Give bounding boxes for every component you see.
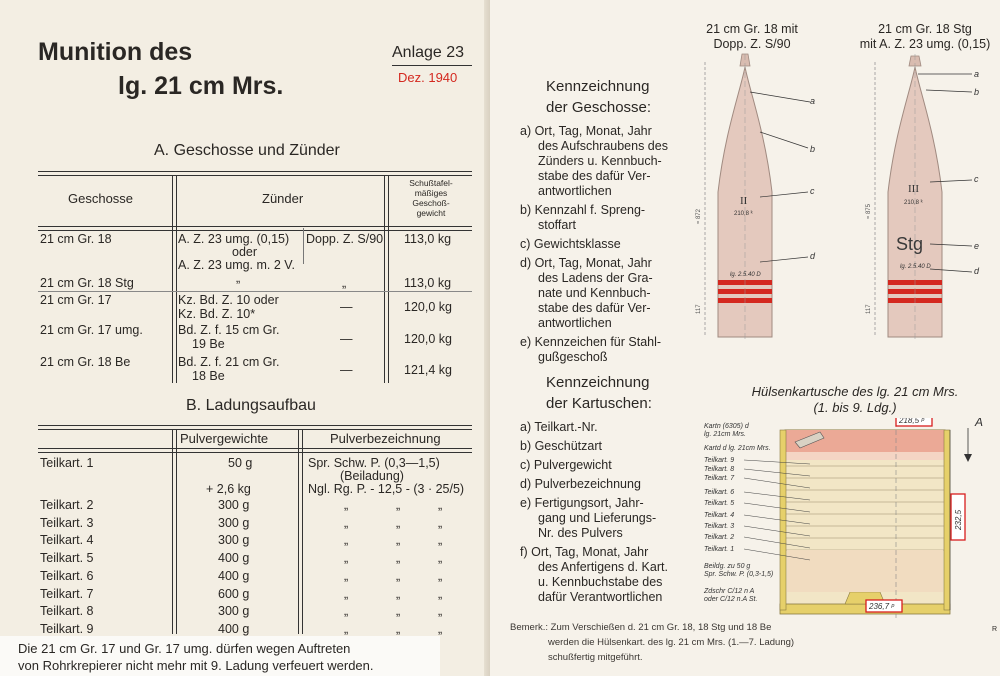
geschosse-heading: Kennzeichnung der Geschosse: — [546, 78, 652, 116]
cartridge-label: Kartd d lg. 21cm Mrs. — [704, 445, 771, 452]
table-b-row-name: Teilkart. 7 — [40, 586, 94, 601]
cartridge-label: Zdschr C/12 n A — [704, 588, 755, 595]
list-item-line: dafür Verantwortlichen — [538, 590, 663, 604]
table-b-ditto: „ — [344, 621, 349, 636]
list-item-line: b) Kennzahl f. Spreng- — [520, 203, 646, 217]
note-line: Die 21 cm Gr. 17 und Gr. 17 umg. dürfen wegen Auftreten — [18, 641, 351, 656]
list-item-line: des Aufschraubens des — [538, 139, 668, 153]
table-a-col-divider — [384, 175, 389, 383]
table-a-row-zuender: Kz. Bd. Z. 10 oder — [178, 293, 279, 307]
cartridge-label: Teilkart. 9 — [704, 457, 735, 464]
edge-mark: R — [992, 626, 998, 633]
geschosse-list — [520, 124, 692, 369]
shell1-length: ≈ 872 — [696, 209, 702, 224]
table-a-top-rule — [38, 171, 472, 176]
header-gewicht: Schußtafel- mäßiges Geschoß- gewicht — [409, 178, 453, 218]
list-item-line: Nr. des Pulvers — [538, 526, 623, 540]
table-b-row-name: Teilkart. 9 — [40, 621, 94, 636]
table-b-header-rule — [38, 448, 472, 453]
table-b-ditto: „ — [344, 586, 349, 601]
list-item — [520, 496, 692, 541]
list-item-line: des Anfertigens d. Kart. — [538, 560, 668, 574]
list-item — [520, 237, 692, 252]
list-item — [520, 458, 692, 473]
table-b-ditto: „ — [396, 621, 401, 636]
cartridge-label: lg. 21cm Mrs. — [704, 431, 747, 438]
table-b-row-name: Teilkart. 8 — [40, 604, 94, 619]
dim-bottom: 236,7 ᵖ — [869, 602, 895, 611]
header-zuender: Zünder — [262, 191, 304, 206]
list-item-line: gußgeschoß — [538, 350, 608, 364]
shell2-caption: 21 cm Gr. 18 Stg mit A. Z. 23 umg. (0,15) — [859, 22, 991, 51]
cartridge-label: Teilkart. 4 — [704, 512, 735, 519]
list-item-line: e) Kennzeichen für Stahl- — [520, 335, 662, 349]
list-item — [520, 545, 692, 605]
table-a-row-name: 21 cm Gr. 17 umg. — [40, 323, 143, 337]
list-item — [520, 124, 692, 199]
table-a-row-zuender-b: Dopp. Z. S/90 — [306, 232, 384, 246]
shell2-stg: Stg — [896, 234, 924, 254]
table-b-row-name: Teilkart. 6 — [40, 568, 94, 583]
shell1-roman: II — [740, 195, 748, 207]
shell1-bottom: 117 — [696, 304, 702, 314]
title-line1: Munition des — [38, 38, 193, 66]
table-b-ditto: „ — [344, 515, 349, 530]
list-item — [520, 420, 692, 435]
shell2-weight: 210,8 ᵏ — [904, 200, 923, 206]
table-b-row-weight: 400 g — [218, 568, 250, 583]
list-item-line: a) Ort, Tag, Monat, Jahr — [520, 124, 652, 138]
table-a-subdivider — [303, 228, 304, 264]
title-line2: lg. 21 cm Mrs. — [118, 72, 284, 100]
table-b-row-weight: 400 g — [218, 621, 250, 636]
table-b-row-name: Teilkart. 3 — [40, 515, 94, 530]
list-item-line: a) Teilkart.-Nr. — [520, 420, 598, 434]
list-item-line: stabe des dafür Ver- — [538, 169, 651, 183]
table-a-header-rule — [38, 226, 472, 231]
table-a-row-zuender-b: — — [340, 332, 353, 346]
table-a-row-gewicht: 113,0 kg — [404, 276, 452, 290]
table-b-row-weight: 300 g — [218, 515, 250, 530]
cartridge-base — [780, 604, 950, 614]
table-b-top-rule — [38, 425, 472, 430]
table-b-ditto: „ — [396, 498, 401, 512]
table-a-row-zuender-b: — — [340, 363, 353, 377]
table-a-row-zuender-b: „ — [342, 276, 347, 290]
table-b-ditto: „ — [438, 568, 443, 583]
kartuschen-heading: Kennzeichnung der Kartuschen: — [546, 374, 652, 412]
shell1-label-a: a — [810, 96, 816, 106]
table-b-ditto: „ — [344, 498, 349, 512]
table-a-row-gewicht: 120,0 kg — [404, 332, 452, 346]
table-b-row-weight: 400 g — [218, 551, 250, 566]
section-a-title: A. Geschosse und Zünder — [154, 142, 340, 159]
list-item-line: b) Geschützart — [520, 439, 602, 453]
table-a-row-name: 21 cm Gr. 18 Be — [40, 355, 131, 369]
kartuschen-list — [520, 420, 692, 609]
list-item-line: e) Fertigungsort, Jahr- — [520, 496, 644, 510]
dim-side: 232,5 — [954, 509, 963, 530]
shell2-label-a: a — [974, 69, 980, 79]
table-b-row-bez: Ngl. Rg. P. - 12,5 - (3 · 25/5) — [308, 482, 465, 496]
list-item — [520, 256, 692, 331]
table-a-row-gewicht: 113,0 kg — [404, 232, 452, 246]
shell1-caption: 21 cm Gr. 18 mit Dopp. Z. S/90 — [706, 22, 798, 51]
table-b-row-weight: 50 g — [228, 456, 253, 470]
table-b-ditto: „ — [344, 604, 349, 619]
list-item-line: nate und Kennbuch- — [538, 286, 651, 300]
arrow-label: A — [975, 418, 984, 429]
table-a-row-zuender: „ — [236, 271, 241, 285]
table-a-row-rule — [38, 291, 472, 292]
table-b-ditto: „ — [396, 533, 401, 548]
table-a-row-zuender: Bd. Z. f. 15 cm Gr. — [178, 323, 280, 337]
list-item — [520, 335, 692, 365]
anlage-label: Anlage 23 — [392, 44, 465, 61]
shell2-label-d: d — [974, 266, 980, 276]
table-a-row-zuender: Kz. Bd. Z. 10* — [178, 307, 256, 321]
cartridge-label: Teilkart. 7 — [704, 475, 735, 482]
table-a-row-zuender: 18 Be — [192, 369, 225, 383]
table-b-ditto: „ — [396, 586, 401, 601]
table-b-col-divider — [172, 429, 177, 634]
list-item-line: c) Pulvergewicht — [520, 458, 612, 472]
table-b-ditto: „ — [438, 515, 443, 530]
huelse-title: Hülsenkartusche des lg. 21 cm Mrs. (1. bis 9. Ldg.) — [751, 384, 959, 415]
list-item-line: stoffart — [538, 218, 576, 232]
header-pulvergewichte: Pulvergewichte — [180, 431, 269, 446]
table-b-row-name: Teilkart. 5 — [40, 551, 94, 566]
list-item — [520, 203, 692, 233]
table-b-ditto: „ — [396, 568, 401, 583]
shell2-label-b: b — [974, 87, 980, 97]
table-b-row-name: Teilkart. 1 — [40, 456, 94, 470]
table-b-ditto: „ — [344, 551, 349, 566]
cartridge-label: Teilkart. 8 — [704, 466, 735, 473]
cartridge-label: Teilkart. 1 — [704, 546, 735, 553]
table-b-row-name: Teilkart. 2 — [40, 498, 94, 512]
list-item-line: Zünders u. Kennbuch- — [538, 154, 662, 168]
right-page — [490, 0, 1000, 676]
table-b-row-weight: 300 g — [218, 604, 250, 619]
cartridge-diagram — [700, 418, 1000, 626]
table-b-ditto: „ — [438, 533, 443, 548]
shell2-roman: III — [908, 183, 919, 195]
cartridge-label: Teilkart. 3 — [704, 523, 735, 530]
footnote: Bemerk.: Zum Verschießen d. 21 cm Gr. 18, 18 Stg und 18 Be werden die Hülsenkart. des lg. 21 cm Mrs. (1.—7. Ladung) schußfertig mitgeführt. — [510, 622, 795, 663]
shell-drawings — [690, 52, 1000, 352]
table-a-row-zuender: A. Z. 23 umg. m. 2 V. — [178, 258, 295, 272]
cartridge-label: Teilkart. 5 — [704, 500, 735, 507]
list-item-line: gang und Lieferungs- — [538, 511, 657, 525]
table-a-row-gewicht: 120,0 kg — [404, 300, 452, 314]
left-page — [0, 0, 490, 676]
table-b-ditto: „ — [396, 604, 401, 619]
cartridge-label: Kartn (6305) d — [704, 423, 749, 430]
table-a-row-zuender: A. Z. 23 umg. (0,15) — [178, 232, 290, 246]
cartridge-label: Teilkart. 2 — [704, 534, 735, 541]
table-b-row-weight: + 2,6 kg — [206, 482, 251, 496]
dim-top: 218,5 ᵖ — [899, 418, 925, 425]
table-b-col-divider — [298, 429, 303, 634]
table-b-ditto: „ — [396, 515, 401, 530]
table-b-ditto: „ — [438, 551, 443, 566]
shell2-label-e: e — [974, 241, 980, 251]
list-item-line: c) Gewichtsklasse — [520, 237, 621, 251]
rohrkrepierer-note — [0, 636, 440, 676]
cartridge-label: Teilkart. 6 — [704, 489, 735, 496]
table-b-ditto: „ — [438, 586, 443, 601]
table-a-row-zuender: Bd. Z. f. 21 cm Gr. — [178, 355, 280, 369]
list-item-line: antwortlichen — [538, 184, 612, 198]
table-a-row-zuender-b: — — [340, 300, 353, 314]
shell1-weight: 210,8 ᵏ — [734, 211, 753, 217]
shell2-length: ≈ 875 — [866, 204, 872, 219]
table-b-row-bez: Spr. Schw. P. (0,3—1,5) — [308, 456, 440, 470]
section-b-title: B. Ladungsaufbau — [186, 397, 316, 414]
list-item-line: antwortlichen — [538, 316, 612, 330]
date-stamp: Dez. 1940 — [398, 70, 458, 85]
table-a-row-name: 21 cm Gr. 17 — [40, 293, 112, 307]
table-b-ditto: „ — [344, 533, 349, 548]
cartridge-label: Beildg. zu 50 g — [704, 563, 751, 570]
shell2-date: lg. 2.5.40 D — [900, 264, 931, 270]
table-b-row-bez: (Beiladung) — [340, 469, 404, 483]
table-a-row-gewicht: 121,4 kg — [404, 363, 452, 377]
table-a-col-divider — [172, 175, 177, 383]
table-b-ditto: „ — [396, 551, 401, 566]
list-item-line: des Ladens der Gra- — [538, 271, 653, 285]
table-a-row-zuender: 19 Be — [192, 337, 225, 351]
table-b-ditto: „ — [438, 621, 443, 636]
shell2 — [866, 54, 980, 342]
shell2-bottom: 117 — [866, 304, 872, 314]
cartridge-label: Spr. Schw. P. (0,3-1,5) — [704, 571, 774, 578]
anlage-rule — [392, 65, 472, 66]
list-item-line: f) Ort, Tag, Monat, Jahr — [520, 545, 649, 559]
list-item-line: d) Pulverbezeichnung — [520, 477, 641, 491]
shell1-label-c: c — [810, 186, 815, 196]
shell1-label-b: b — [810, 144, 816, 154]
table-a-row-name: 21 cm Gr. 18 Stg — [40, 276, 134, 290]
table-b-row-weight: 300 g — [218, 533, 250, 548]
table-b-ditto: „ — [438, 604, 443, 619]
shell1 — [696, 54, 816, 342]
table-a-row-zuender-or: oder — [232, 245, 258, 259]
note-line: von Rohrkrepierer nicht mehr mit 9. Ladung verfeuert werden. — [18, 658, 374, 673]
shell1-date: lg. 2.5.40 D — [730, 272, 761, 278]
table-b-row-weight: 300 g — [218, 498, 250, 512]
list-item — [520, 477, 692, 492]
shell2-label-c: c — [974, 174, 979, 184]
list-item-line: stabe des dafür Ver- — [538, 301, 651, 315]
shell1-label-d: d — [810, 251, 816, 261]
table-b-ditto: „ — [344, 568, 349, 583]
table-b-row-weight: 600 g — [218, 586, 250, 601]
table-b-row-name: Teilkart. 4 — [40, 533, 94, 548]
header-pulverbezeichnung: Pulverbezeichnung — [330, 431, 441, 446]
list-item-line: d) Ort, Tag, Monat, Jahr — [520, 256, 652, 270]
list-item — [520, 439, 692, 454]
table-a-row-name: 21 cm Gr. 18 — [40, 232, 112, 246]
list-item-line: u. Kennbuchstabe des — [538, 575, 663, 589]
header-geschosse: Geschosse — [68, 191, 134, 206]
table-b-ditto: „ — [438, 498, 443, 512]
cartridge-label: oder C/12 n.A St. — [704, 596, 758, 603]
